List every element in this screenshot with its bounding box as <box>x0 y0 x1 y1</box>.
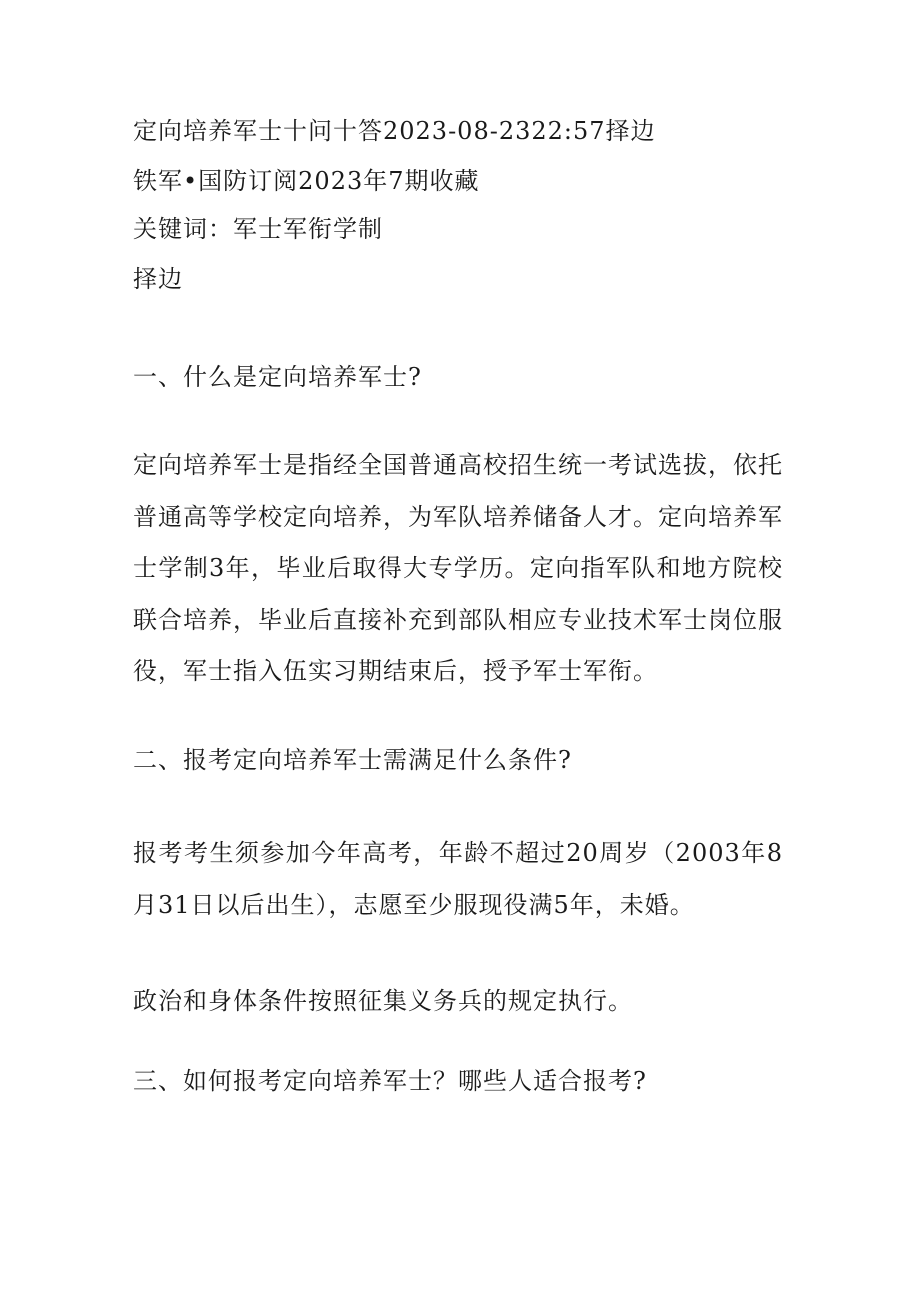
section-heading-1: 一、什么是定向培养军士? <box>133 363 422 391</box>
author-line: 择边 <box>133 265 183 293</box>
section-2-paragraph-2: 政治和身体条件按照征集义务兵的规定执行。 <box>133 987 633 1015</box>
source-line: 铁军•国防订阅2023年7期收藏 <box>133 167 480 195</box>
section-1-paragraph-1: 定向培养军士是指经全国普通高校招生统一考试选拔，依托普通高等学校定向培养，为军队培养储备人才。定向培养军士学制3年，毕业后取得大专学历。定向指军队和地方院校联合培养，毕业后直接补充到部队相应专业技术军士岗位服役，军士指入伍实习期结束后，授予军士军衔。 <box>133 451 783 685</box>
section-heading-2: 二、报考定向培养军士需满足什么条件? <box>133 746 572 774</box>
section-2-paragraph-1: 报考考生须参加今年高考，年龄不超过20周岁（2003年8月31日以后出生），志愿至少服现役满5年，未婚。 <box>133 839 783 919</box>
article-title-line: 定向培养军士十问十答2023-08-2322:57择边 <box>133 117 656 145</box>
section-heading-3: 三、如何报考定向培养军士？哪些人适合报考? <box>133 1067 647 1095</box>
keywords-line: 关键词：军士军衔学制 <box>133 215 383 243</box>
